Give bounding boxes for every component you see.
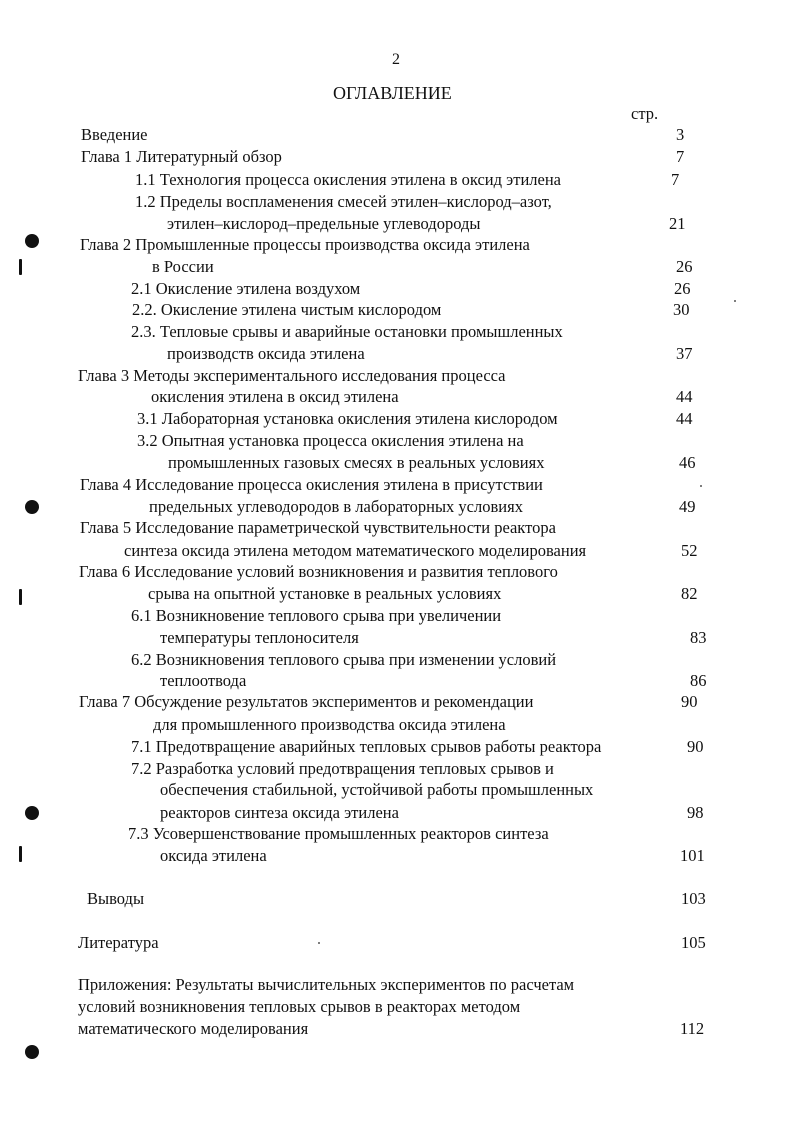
toc-entry-2-2: 2.2. Окисление этилена чистым кислородом	[132, 300, 442, 319]
scan-mark	[19, 846, 22, 862]
toc-page-1-1: 7	[671, 170, 680, 189]
toc-entry-1-1: 1.1 Технология процесса окисления этилена в оксид этилена	[135, 170, 561, 189]
toc-entry-intro: Введение	[81, 125, 148, 144]
toc-entry-3-1: 3.1 Лабораторная установка окисления этилена кислородом	[137, 409, 558, 428]
toc-page-ch6: 82	[681, 584, 698, 603]
scan-mark	[19, 259, 22, 275]
toc-entry-ch3-cont: окисления этилена в оксид этилена	[151, 387, 399, 406]
toc-page-ch2: 26	[676, 257, 693, 276]
toc-page-3-1: 44	[676, 409, 693, 428]
toc-page-ch7: 90	[681, 692, 698, 711]
toc-page-appendix: 112	[680, 1019, 705, 1038]
toc-entry-ch4: Глава 4 Исследование процесса окисления этилена в присутствии	[80, 475, 543, 494]
toc-entry-ch7: Глава 7 Обсуждение результатов экспериментов и рекомендации	[79, 692, 534, 711]
page-title: ОГЛАВЛЕНИЕ	[333, 83, 452, 103]
toc-entry-ch1: Глава 1 Литературный обзор	[81, 147, 282, 166]
toc-entry-ch3: Глава 3 Методы экспериментального исследования процесса	[78, 366, 506, 385]
toc-entry-ch2: Глава 2 Промышленные процессы производства оксида этилена	[80, 235, 530, 254]
binder-hole-mark	[25, 500, 39, 514]
binder-hole-mark	[25, 806, 39, 820]
toc-page-2-3: 37	[676, 344, 693, 363]
page-number: 2	[392, 51, 400, 68]
toc-entry-ch5-cont: синтеза оксида этилена методом математического моделирования	[124, 541, 587, 560]
toc-entry-ch6: Глава 6 Исследование условий возникновения и развития теплового	[79, 562, 558, 581]
page-column-label: стр.	[631, 104, 659, 123]
toc-entry-ch6-cont: срыва на опытной установке в реальных условиях	[148, 584, 502, 603]
toc-entry-7-3: 7.3 Усовершенствование промышленных реакторов синтеза	[128, 824, 549, 843]
binder-hole-mark	[25, 234, 39, 248]
toc-entry-1-2-cont: этилен–кислород–предельные углеводороды	[167, 214, 481, 233]
toc-entry-1-2: 1.2 Пределы воспламенения смесей этилен–кислород–азот,	[135, 192, 552, 211]
toc-page-ch4: 49	[679, 497, 696, 516]
toc-page-6-2: 86	[690, 671, 707, 690]
toc-entry-6-1-cont: температуры теплоносителя	[160, 628, 359, 647]
toc-entry-3-2: 3.2 Опытная установка процесса окисления этилена на	[137, 431, 524, 450]
toc-page-1-2: 21	[669, 214, 686, 233]
toc-entry-6-2-cont: теплоотвода	[160, 671, 247, 690]
toc-entry-ch7-cont: для промышленного производства оксида этилена	[153, 715, 506, 734]
toc-page-ch5: 52	[681, 541, 698, 560]
toc-page-7-3: 101	[680, 846, 705, 865]
toc-entry-7-1: 7.1 Предотвращение аварийных тепловых срывов работы реактора	[131, 737, 602, 756]
toc-page-7-1: 90	[687, 737, 704, 756]
toc-entry-appendix: Приложения: Результаты вычислительных экспериментов по расчетам	[78, 975, 575, 994]
scan-mark	[19, 589, 22, 605]
toc-page-7-2: 98	[687, 803, 704, 822]
toc-entry-7-3-cont: оксида этилена	[160, 846, 267, 865]
toc-entry-literature: Литература	[78, 933, 159, 952]
toc-page-ch3: 44	[676, 387, 693, 406]
toc-entry-7-2-cont: обеспечения стабильной, устойчивой работы промышленных	[160, 780, 594, 799]
toc-entry-ch5: Глава 5 Исследование параметрической чувствительности реактора	[80, 518, 556, 537]
toc-page-conclusions: 103	[681, 889, 706, 908]
scan-speck	[734, 300, 736, 302]
toc-page-6-1: 83	[690, 628, 707, 647]
toc-entry-2-3: 2.3. Тепловые срывы и аварийные остановки промышленных	[131, 322, 563, 341]
toc-page-2-2: 30	[673, 300, 690, 319]
scan-speck	[700, 485, 702, 487]
toc-page-ch1: 7	[676, 147, 685, 166]
toc-entry-7-2-cont2: реакторов синтеза оксида этилена	[160, 803, 399, 822]
toc-entry-6-1: 6.1 Возникновение теплового срыва при увеличении	[131, 606, 502, 625]
toc-entry-3-2-cont: промышленных газовых смесях в реальных условиях	[168, 453, 545, 472]
toc-page-literature: 105	[681, 933, 706, 952]
toc-entry-ch2-cont: в России	[152, 257, 214, 276]
toc-entry-6-2: 6.2 Возникновения теплового срыва при изменении условий	[131, 650, 557, 669]
toc-entry-ch4-cont: предельных углеводородов в лабораторных условиях	[149, 497, 523, 516]
toc-entry-appendix-cont2: математического моделирования	[78, 1019, 309, 1038]
toc-page-2-1: 26	[674, 279, 691, 298]
toc-entry-7-2: 7.2 Разработка условий предотвращения тепловых срывов и	[131, 759, 554, 778]
scan-speck	[318, 942, 320, 944]
toc-entry-appendix-cont: условий возникновения тепловых срывов в реакторах методом	[78, 997, 521, 1016]
binder-hole-mark	[25, 1045, 39, 1059]
toc-entry-conclusions: Выводы	[87, 889, 145, 908]
toc-entry-2-3-cont: производств оксида этилена	[167, 344, 365, 363]
toc-page-3-2: 46	[679, 453, 696, 472]
toc-page-intro: 3	[676, 125, 685, 144]
toc-entry-2-1: 2.1 Окисление этилена воздухом	[131, 279, 361, 298]
